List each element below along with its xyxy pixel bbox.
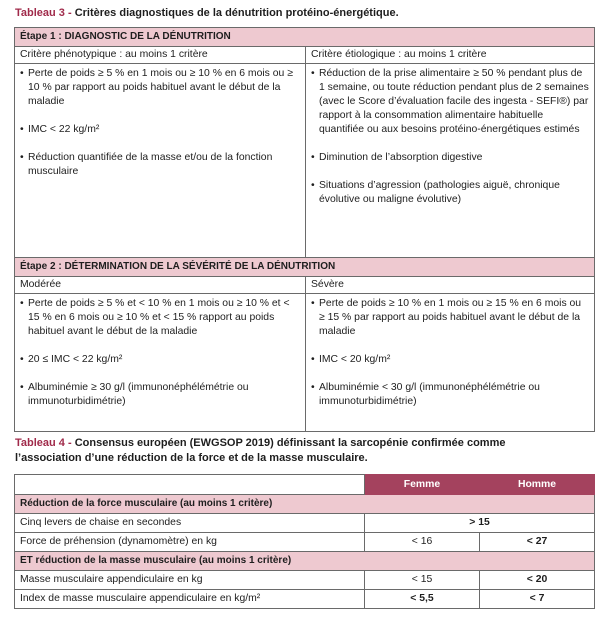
tableau4-caption-label: Tableau 4 - bbox=[15, 437, 72, 449]
list-item: • 20 ≤ IMC < 22 kg/m² bbox=[20, 354, 123, 365]
tableau4-caption bbox=[15, 436, 505, 466]
etiologic-criteria bbox=[306, 64, 595, 258]
table-row bbox=[15, 590, 595, 609]
row-label: Index de masse musculaire appendiculaire en kg/m² bbox=[15, 590, 365, 609]
list-item: • Perte de poids ≥ 5 % en 1 mois ou ≥ 10 % en 6 mois ou ≥ 10 % par rapport au poids habituel avant le début de la maladie bbox=[20, 68, 293, 107]
list-item: • Perte de poids ≥ 5 % et < 10 % en 1 mois ou ≥ 10 % et < 15 % en 6 mois ou ≥ 10 % et < 15 % rapport au poids habituel avant le début de la maladie bbox=[20, 298, 290, 337]
tableau3-caption-label: Tableau 3 - bbox=[15, 7, 72, 19]
list-item: • Perte de poids ≥ 10 % en 1 mois ou ≥ 15 % en 6 mois ou ≥ 15 % par rapport au poids habituel avant le début de la maladie bbox=[311, 298, 582, 337]
table-header-row bbox=[15, 475, 595, 495]
row-value: > 15 bbox=[365, 514, 595, 533]
tableau3-caption bbox=[15, 6, 399, 21]
list-item: • IMC < 22 kg/m² bbox=[20, 124, 100, 135]
list-item: • Réduction quantifiée de la masse et/ou de la fonction musculaire bbox=[20, 152, 273, 177]
row-femme-value: < 5,5 bbox=[365, 590, 480, 609]
list-item: • Réduction de la prise alimentaire ≥ 50 % pendant plus de 1 semaine, ou toute réduction pendant plus de 2 semaines (avec le Score d’évaluation facile des ingesta - SEFI®) par rapport à la consommation alimentaire habituelle quantifiée ou aux besoins protéino-énergétiques estimés bbox=[311, 68, 589, 135]
row-femme-value: < 15 bbox=[365, 571, 480, 590]
header-homme: Homme bbox=[480, 475, 595, 495]
etape1-header: Étape 1 : DIAGNOSTIC DE LA DÉNUTRITION bbox=[15, 28, 595, 47]
row-homme-value: < 27 bbox=[480, 533, 595, 552]
etiologic-header: Critère étiologique : au moins 1 critère bbox=[306, 47, 595, 64]
list-item: • Albuminémie ≥ 30 g/l (immunonéphélémétrie ou immunoturbidimétrie) bbox=[20, 382, 249, 407]
tableau3-table bbox=[14, 27, 595, 432]
row-femme-value: < 16 bbox=[365, 533, 480, 552]
list-item: • IMC < 20 kg/m² bbox=[311, 354, 391, 365]
moderee-header: Modérée bbox=[15, 277, 306, 294]
table-row bbox=[15, 514, 595, 533]
header-femme: Femme bbox=[365, 475, 480, 495]
tableau4-caption-line2: l’association d’une réduction de la force et de la masse musculaire. bbox=[15, 452, 368, 464]
tableau4-caption-line1: Consensus européen (EWGSOP 2019) définissant la sarcopénie confirmée comme bbox=[71, 437, 506, 449]
list-item: • Albuminémie < 30 g/l (immunonéphélémétrie ou immunoturbidimétrie) bbox=[311, 382, 540, 407]
row-label: Force de préhension (dynamomètre) en kg bbox=[15, 533, 365, 552]
list-item: • Situations d’agression (pathologies aiguë, chronique évolutive ou maligne évolutive) bbox=[311, 180, 560, 205]
tableau3-caption-text: Critères diagnostiques de la dénutrition protéino-énergétique. bbox=[71, 7, 399, 19]
row-homme-value: < 7 bbox=[480, 590, 595, 609]
tableau4-table bbox=[14, 474, 595, 609]
list-item: • Diminution de l’absorption digestive bbox=[311, 152, 483, 163]
row-homme-value: < 20 bbox=[480, 571, 595, 590]
etape2-header: Étape 2 : DÉTERMINATION DE LA SÉVÉRITÉ DE LA DÉNUTRITION bbox=[15, 258, 595, 277]
row-label: Cinq levers de chaise en secondes bbox=[15, 514, 365, 533]
moderee-criteria bbox=[15, 294, 306, 432]
section-masse: ET réduction de la masse musculaire (au moins 1 critère) bbox=[15, 552, 595, 571]
phenotypic-header: Critère phénotypique : au moins 1 critère bbox=[15, 47, 306, 64]
section-force: Réduction de la force musculaire (au moins 1 critère) bbox=[15, 495, 595, 514]
phenotypic-criteria bbox=[15, 64, 306, 258]
table-row bbox=[15, 533, 595, 552]
severe-criteria bbox=[306, 294, 595, 432]
severe-header: Sévère bbox=[306, 277, 595, 294]
table-row bbox=[15, 571, 595, 590]
header-blank-cell bbox=[15, 475, 365, 495]
row-label: Masse musculaire appendiculaire en kg bbox=[15, 571, 365, 590]
